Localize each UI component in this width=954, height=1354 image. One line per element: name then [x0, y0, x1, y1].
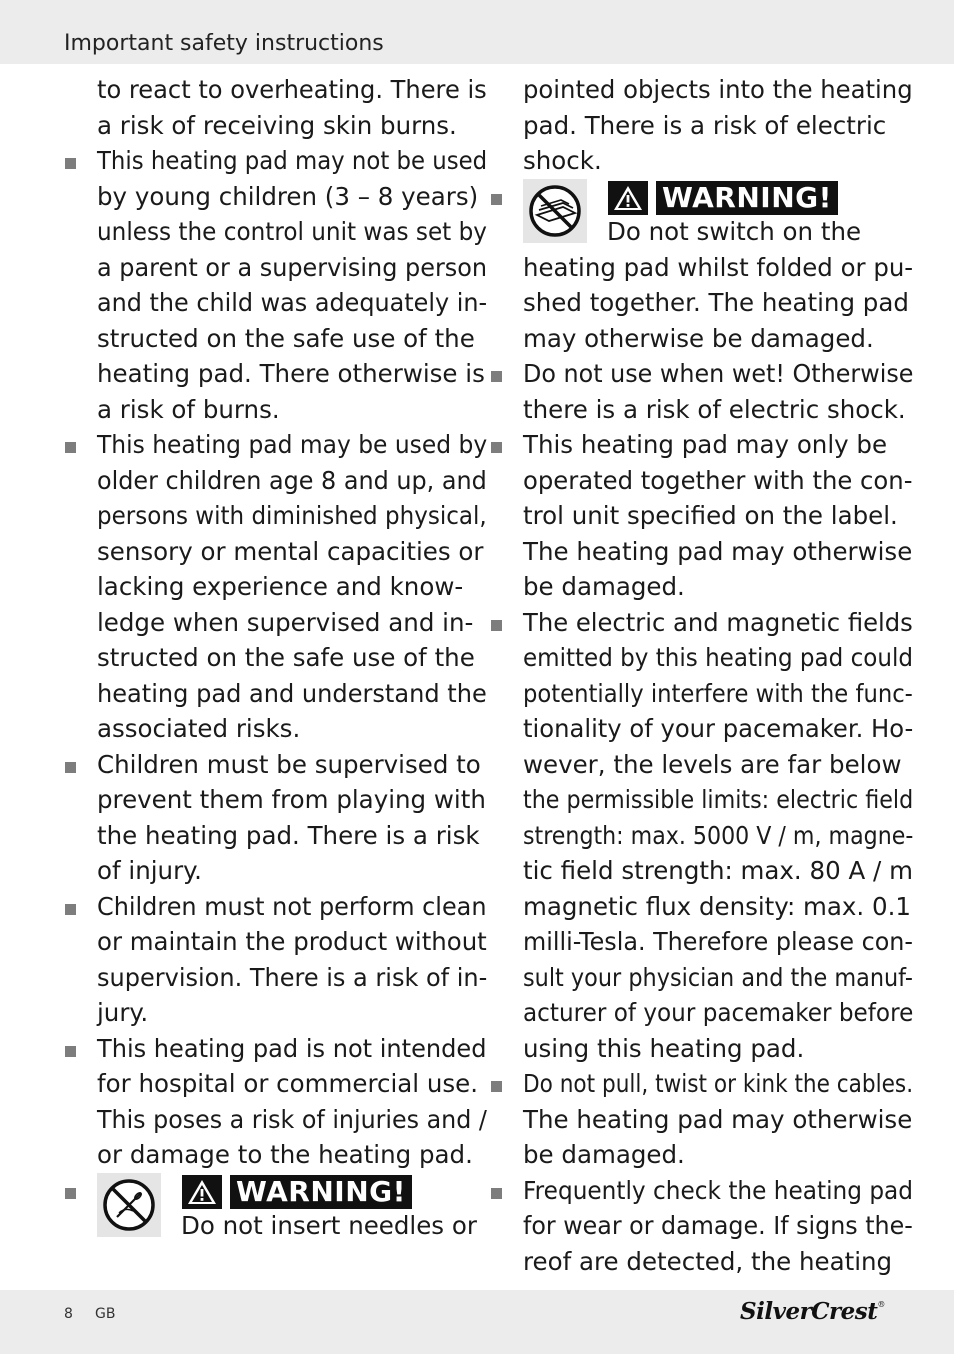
warning-text: Do not insert needles or	[181, 1210, 477, 1240]
line-text: This heating pad may not be used	[97, 146, 488, 175]
line-text: or maintain the product without	[97, 927, 487, 956]
line-text: heating pad whilst folded or pu-	[523, 252, 914, 282]
line-text: and the child was adequately in-	[97, 288, 488, 317]
line-text: pointed objects into the heating	[523, 75, 913, 104]
text-line	[64, 711, 484, 747]
warning-badge	[182, 1175, 412, 1209]
line-text: This heating pad may only be	[523, 430, 888, 459]
bullet-line	[490, 1173, 914, 1209]
text-line	[490, 1244, 910, 1280]
bullet-square-icon	[65, 442, 76, 453]
text-line	[64, 179, 484, 215]
line-text: wever, the levels are far below	[523, 749, 902, 779]
line-text: acturer of your pacemaker before	[523, 998, 914, 1027]
text-line	[490, 143, 910, 179]
line-text: to react to overheating. There is	[97, 75, 487, 104]
bullet-line	[64, 427, 488, 463]
line-text: sult your physician and the manuf-	[523, 962, 913, 992]
text-line	[490, 747, 910, 783]
text-line	[64, 960, 488, 996]
line-text: be damaged.	[523, 572, 685, 601]
line-text: Frequently check the heating pad	[523, 1175, 914, 1205]
text-line	[64, 250, 488, 286]
text-line	[490, 108, 910, 144]
line-text: This heating pad may be used by	[97, 430, 488, 459]
text-line	[490, 640, 913, 676]
line-text: there is a risk of electric shock.	[523, 394, 906, 424]
text-line	[64, 392, 484, 428]
warning-triangle-icon	[608, 181, 648, 215]
bullet-square-icon	[65, 904, 76, 915]
text-line	[64, 463, 487, 499]
line-text: pad. There is a risk of electric	[523, 110, 887, 140]
bullet-line	[490, 605, 913, 641]
line-text: structed on the safe use of the	[97, 643, 475, 672]
text-line	[64, 605, 484, 641]
line-text: older children age 8 and up, and	[97, 465, 487, 495]
line-text: or damage to the heating pad.	[97, 1140, 473, 1169]
line-text: a risk of burns.	[97, 394, 280, 424]
text-line	[64, 924, 487, 960]
line-text: for wear or damage. If signs the-	[523, 1211, 913, 1240]
text-line	[64, 356, 484, 392]
text-line	[64, 569, 484, 605]
line-text: heating pad and understand the	[97, 678, 487, 708]
text-line	[490, 782, 914, 818]
bullet-square-icon	[65, 158, 76, 169]
language-code: GB	[95, 1306, 116, 1322]
line-text: Do not use when wet! Otherwise	[523, 359, 914, 388]
line-text: supervision. There is a risk of in-	[97, 962, 488, 992]
text-line	[490, 676, 913, 712]
line-text: operated together with the con-	[523, 465, 913, 495]
line-text: structed on the safe use of the	[97, 323, 475, 353]
line-text: jury.	[97, 998, 149, 1027]
text-line	[64, 214, 487, 250]
line-text: This heating pad is not intended	[97, 1033, 487, 1063]
text-line	[490, 498, 910, 534]
line-text: Children must not perform clean	[97, 891, 487, 921]
warning-badge	[608, 181, 838, 215]
line-text: for hospital or commercial use.	[97, 1069, 479, 1098]
bullet-square-icon	[491, 1081, 502, 1092]
line-text: by young children (3 – 8 years)	[97, 181, 479, 211]
line-text: ledge when supervised and in-	[97, 607, 474, 637]
line-text: be damaged.	[523, 1140, 685, 1169]
bullet-line	[490, 356, 914, 392]
line-text: shed together. The heating pad	[523, 288, 909, 317]
line-text: tionality of your pacemaker. Ho-	[523, 714, 914, 743]
text-line	[490, 711, 914, 747]
bullet-square-icon	[65, 762, 76, 773]
text-line	[64, 818, 484, 854]
text-line	[64, 108, 484, 144]
text-line	[490, 1102, 913, 1138]
page-header	[0, 0, 954, 64]
line-text: may otherwise be damaged.	[523, 323, 874, 353]
section-title: Important safety instructions	[64, 31, 384, 56]
text-line	[490, 285, 910, 321]
line-text: heating pad. There otherwise is	[97, 359, 485, 388]
text-line	[490, 1031, 910, 1067]
line-text: strength: max. 5000 V / m, magne-	[523, 820, 914, 850]
line-text: The heating pad may otherwise	[523, 536, 913, 566]
left-column	[64, 72, 488, 1244]
bullet-line	[64, 1031, 487, 1067]
text-line	[490, 924, 913, 960]
line-text: trol unit specified on the label.	[523, 501, 898, 530]
line-text: sensory or mental capacities or	[97, 536, 484, 566]
line-text: emitted by this heating pad could	[523, 643, 913, 672]
bullet-line	[64, 143, 488, 179]
text-line	[64, 1137, 484, 1173]
line-text: lacking experience and know-	[97, 572, 464, 601]
text-line	[64, 995, 484, 1031]
line-text: Do not pull, twist or kink the cables.	[523, 1069, 914, 1098]
line-text: unless the control unit was set by	[97, 217, 487, 246]
warning-label: WARNING!	[230, 1175, 412, 1209]
line-text: The heating pad may otherwise	[523, 1104, 913, 1134]
registered-mark: ®	[877, 1300, 885, 1309]
text-line	[490, 818, 914, 854]
line-text: using this heating pad.	[523, 1033, 805, 1063]
line-text: the heating pad. There is a risk	[97, 820, 480, 850]
text-line	[490, 569, 910, 605]
text-line	[64, 285, 488, 321]
line-text: a risk of receiving skin burns.	[97, 110, 457, 140]
text-line	[64, 782, 484, 818]
line-text: of injury.	[97, 856, 202, 885]
text-line	[490, 250, 914, 286]
text-line	[490, 392, 910, 428]
text-line	[490, 853, 913, 889]
bullet-line	[490, 427, 910, 463]
line-text: the permissible limits: electric field	[523, 785, 914, 814]
text-line	[64, 498, 487, 534]
text-line	[64, 853, 484, 889]
text-line	[490, 321, 910, 357]
warning-label: WARNING!	[656, 181, 838, 215]
no-needles-icon	[97, 1173, 161, 1237]
text-line	[64, 321, 484, 357]
line-text: tic field strength: max. 80 A / m	[523, 856, 913, 885]
bullet-square-icon	[491, 194, 502, 205]
line-text: associated risks.	[97, 714, 301, 743]
bullet-square-icon	[491, 442, 502, 453]
text-line	[490, 534, 913, 570]
text-line	[490, 1208, 913, 1244]
bullet-square-icon	[491, 1188, 502, 1199]
bullet-square-icon	[65, 1188, 76, 1199]
bullet-square-icon	[491, 371, 502, 382]
text-line	[64, 676, 487, 712]
right-column	[490, 72, 914, 1279]
warning-block	[64, 1173, 484, 1244]
line-text: The electric and magnetic fields	[523, 607, 913, 637]
bullet-line	[64, 889, 487, 925]
line-text: reof are detected, the heating	[523, 1246, 893, 1276]
text-line	[64, 72, 487, 108]
text-line	[490, 72, 913, 108]
text-line	[490, 463, 913, 499]
bullet-line	[64, 747, 484, 783]
warning-text: Do not switch on the	[607, 216, 862, 246]
line-text: potentially interfere with the func-	[523, 678, 913, 708]
warning-block	[490, 179, 910, 250]
text-line	[64, 534, 484, 570]
warning-triangle-icon	[182, 1175, 222, 1209]
text-line	[64, 1102, 487, 1138]
text-line	[64, 640, 484, 676]
text-line	[490, 995, 914, 1031]
text-line	[490, 889, 910, 925]
text-line	[490, 1137, 910, 1173]
line-text: milli-Tesla. Therefore please con-	[523, 927, 913, 956]
line-text: This poses a risk of injuries and /	[97, 1104, 487, 1134]
text-line	[490, 960, 913, 996]
bullet-square-icon	[65, 1046, 76, 1057]
line-text: a parent or a supervising person	[97, 252, 488, 282]
page-number: 8	[64, 1306, 73, 1322]
text-line	[64, 1066, 484, 1102]
line-text: persons with diminished physical,	[97, 501, 487, 530]
no-folding-icon	[523, 179, 587, 243]
line-text: magnetic flux density: max. 0.1	[523, 891, 911, 921]
bullet-line	[490, 1066, 914, 1102]
brand-logo	[740, 1298, 885, 1325]
line-text: shock.	[523, 146, 602, 175]
line-text: prevent them from playing with	[97, 785, 486, 814]
bullet-square-icon	[491, 620, 502, 631]
brand-name: SilverCrest	[740, 1298, 878, 1325]
line-text: Children must be supervised to	[97, 749, 481, 779]
